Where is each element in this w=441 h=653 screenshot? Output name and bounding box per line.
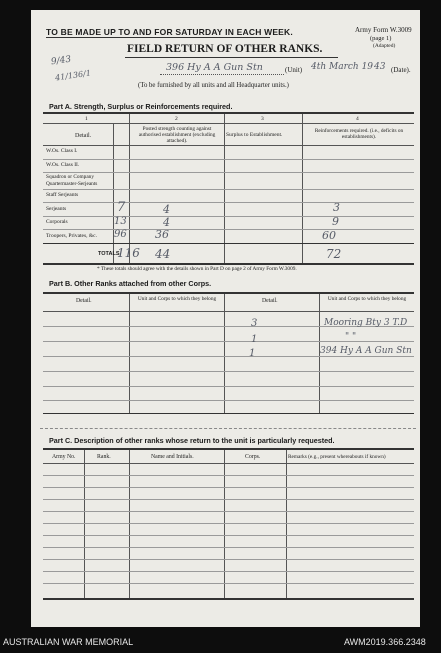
serjeants-posted: 4 bbox=[163, 203, 170, 216]
col-number-3: 3 bbox=[261, 116, 264, 122]
troopers-col1: 96 bbox=[114, 229, 127, 240]
part-c-row-rule bbox=[43, 511, 414, 512]
part-c-vline bbox=[84, 450, 85, 600]
part-b-row-rule bbox=[43, 386, 414, 387]
unit-dotted-line bbox=[160, 74, 284, 75]
unit-value: 396 Hy A A Gun Stn bbox=[166, 62, 263, 73]
part-b-entry-1-detail: 3 bbox=[251, 318, 258, 329]
part-c-row-rule bbox=[43, 487, 414, 488]
part-c-vline bbox=[129, 450, 130, 600]
col-number-4: 4 bbox=[356, 116, 359, 122]
part-a-footnote: * These totals should agree with the details shown in Part D on page 2 of Army Form W.3009. bbox=[97, 266, 297, 272]
part-c-row-rule bbox=[43, 523, 414, 524]
row-rule bbox=[43, 159, 414, 160]
title-underline bbox=[125, 57, 338, 58]
totals-label: TOTALS bbox=[98, 251, 120, 257]
col-header-surplus: Surplus to Establishment. bbox=[226, 132, 283, 138]
part-c-col-remarks: Remarks (e.g., present whereabouts if known) bbox=[288, 454, 386, 460]
date-label: (Date). bbox=[391, 66, 411, 74]
row-rule bbox=[43, 202, 414, 203]
part-b-entry-1-unit: Mooring Bty 3 T.D bbox=[324, 318, 408, 328]
part-b-vline bbox=[224, 294, 225, 414]
totals-posted: 44 bbox=[155, 247, 171, 261]
part-c-row-rule bbox=[43, 535, 414, 536]
serjeants-reinforcements: 3 bbox=[333, 201, 340, 214]
year-value: 43 bbox=[374, 62, 386, 72]
corporals-col1: 13 bbox=[114, 216, 127, 227]
army-form-number: Army Form W.3009 bbox=[355, 26, 412, 34]
part-b-col-detail-2: Detail. bbox=[262, 298, 278, 304]
part-b-col-unit-1: Unit and Corps to which they belong bbox=[137, 296, 217, 302]
corporals-posted: 4 bbox=[163, 216, 170, 229]
part-b-header-rule bbox=[43, 311, 414, 312]
part-b-entry-3-detail: 1 bbox=[249, 348, 256, 359]
part-b-vline bbox=[129, 294, 130, 414]
part-b-row-rule bbox=[43, 356, 414, 357]
part-c-vline bbox=[286, 450, 287, 600]
serjeants-col1: 7 bbox=[117, 200, 126, 215]
row-label-cqms: Squadron or Company Quartermaster-Serjeants bbox=[46, 174, 98, 187]
reference-caption: AWM2019.366.2348 bbox=[344, 637, 426, 647]
part-c-bottom-rule bbox=[43, 598, 414, 600]
row-rule bbox=[43, 172, 414, 173]
row-label-corporals: Corporals bbox=[46, 219, 68, 225]
part-b-col-unit-2: Unit and Corps to which they belong bbox=[327, 296, 407, 302]
part-c-header-rule bbox=[43, 463, 414, 464]
unit-label: (Unit) bbox=[285, 66, 303, 74]
form-title: FIELD RETURN OF OTHER RANKS. bbox=[127, 43, 323, 55]
row-label-wo1: W.Os. Class I. bbox=[46, 148, 78, 154]
adapted-note: (Adapted) bbox=[373, 43, 396, 49]
totals-reinforcements: 72 bbox=[326, 247, 342, 261]
col-header-detail: Detail. bbox=[75, 133, 92, 139]
subtitle: (To be furnished by all units and all Headquarter units.) bbox=[138, 82, 289, 89]
part-b-col-detail-1: Detail. bbox=[76, 298, 92, 304]
part-c-col-rank: Rank. bbox=[97, 454, 111, 460]
row-rule bbox=[43, 189, 414, 190]
part-a-heading: Part A. Strength, Surplus or Reinforcements required. bbox=[49, 102, 233, 111]
part-a-bottom-rule bbox=[43, 263, 414, 265]
troopers-reinforcements: 60 bbox=[322, 229, 336, 242]
part-c-row-rule bbox=[43, 499, 414, 500]
source-caption: AUSTRALIAN WAR MEMORIAL bbox=[3, 637, 134, 647]
part-c-heading: Part C. Description of other ranks whose return to the unit is particularly requested. bbox=[49, 436, 335, 445]
col-header-reinforcements: Reinforcements required. (i.e., deficits on establishments). bbox=[314, 128, 404, 140]
part-c-col-corps: Corps. bbox=[245, 454, 261, 460]
part-b-bottom-rule bbox=[43, 413, 414, 414]
row-rule bbox=[43, 229, 414, 230]
col-number-2: 2 bbox=[175, 116, 178, 122]
part-a-top-rule bbox=[43, 112, 414, 114]
margin-note-1: 9/43 bbox=[50, 54, 72, 68]
perforation-line bbox=[40, 428, 416, 429]
part-b-row-rule bbox=[43, 371, 414, 372]
part-b-top-rule bbox=[43, 292, 414, 294]
part-c-top-rule bbox=[43, 448, 414, 450]
margin-note-2: 41/136/1 bbox=[54, 68, 92, 83]
row-label-wo2: W.Os. Class II. bbox=[46, 162, 80, 168]
part-b-entry-2-detail: 1 bbox=[251, 334, 258, 345]
totals-col1: 116 bbox=[117, 246, 140, 260]
part-c-row-rule bbox=[43, 571, 414, 572]
part-c-row-rule bbox=[43, 475, 414, 476]
col-header-posted-strength: Posted strength counting against authorised establishment (excluding attached). bbox=[138, 126, 216, 144]
part-c-row-rule bbox=[43, 547, 414, 548]
page-number: (page 1) bbox=[370, 35, 392, 42]
part-c-col-name: Name and Initials. bbox=[151, 454, 194, 460]
row-label-staff-serjeants: Staff Serjeants bbox=[46, 192, 79, 198]
instruction-underline bbox=[46, 37, 270, 38]
header-bottom-rule bbox=[43, 145, 414, 146]
part-c-col-army-no: Army No. bbox=[52, 454, 76, 460]
col-number-rule bbox=[43, 123, 414, 124]
col-number-1: 1 bbox=[85, 116, 88, 122]
part-b-row-rule bbox=[43, 341, 414, 342]
row-rule bbox=[43, 216, 414, 217]
row-label-serjeants: Serjeants bbox=[46, 206, 67, 212]
instruction-text: TO BE MADE UP TO AND FOR SATURDAY IN EACH WEEK. bbox=[46, 27, 293, 37]
part-b-row-rule bbox=[43, 400, 414, 401]
part-c-row-rule bbox=[43, 583, 414, 584]
part-c-row-rule bbox=[43, 559, 414, 560]
totals-top-rule bbox=[43, 243, 414, 244]
row-label-troopers: Troopers, Privates, &c. bbox=[46, 233, 97, 239]
part-b-entry-3-unit: 394 Hy A A Gun Stn bbox=[320, 346, 412, 356]
part-b-heading: Part B. Other Ranks attached from other Corps. bbox=[49, 279, 212, 288]
corporals-reinforcements: 9 bbox=[332, 215, 339, 228]
part-c-vline bbox=[224, 450, 225, 600]
troopers-posted: 36 bbox=[155, 228, 169, 241]
date-value: 4th March 19 bbox=[311, 62, 374, 72]
part-b-entry-2-unit: " " bbox=[345, 332, 357, 342]
